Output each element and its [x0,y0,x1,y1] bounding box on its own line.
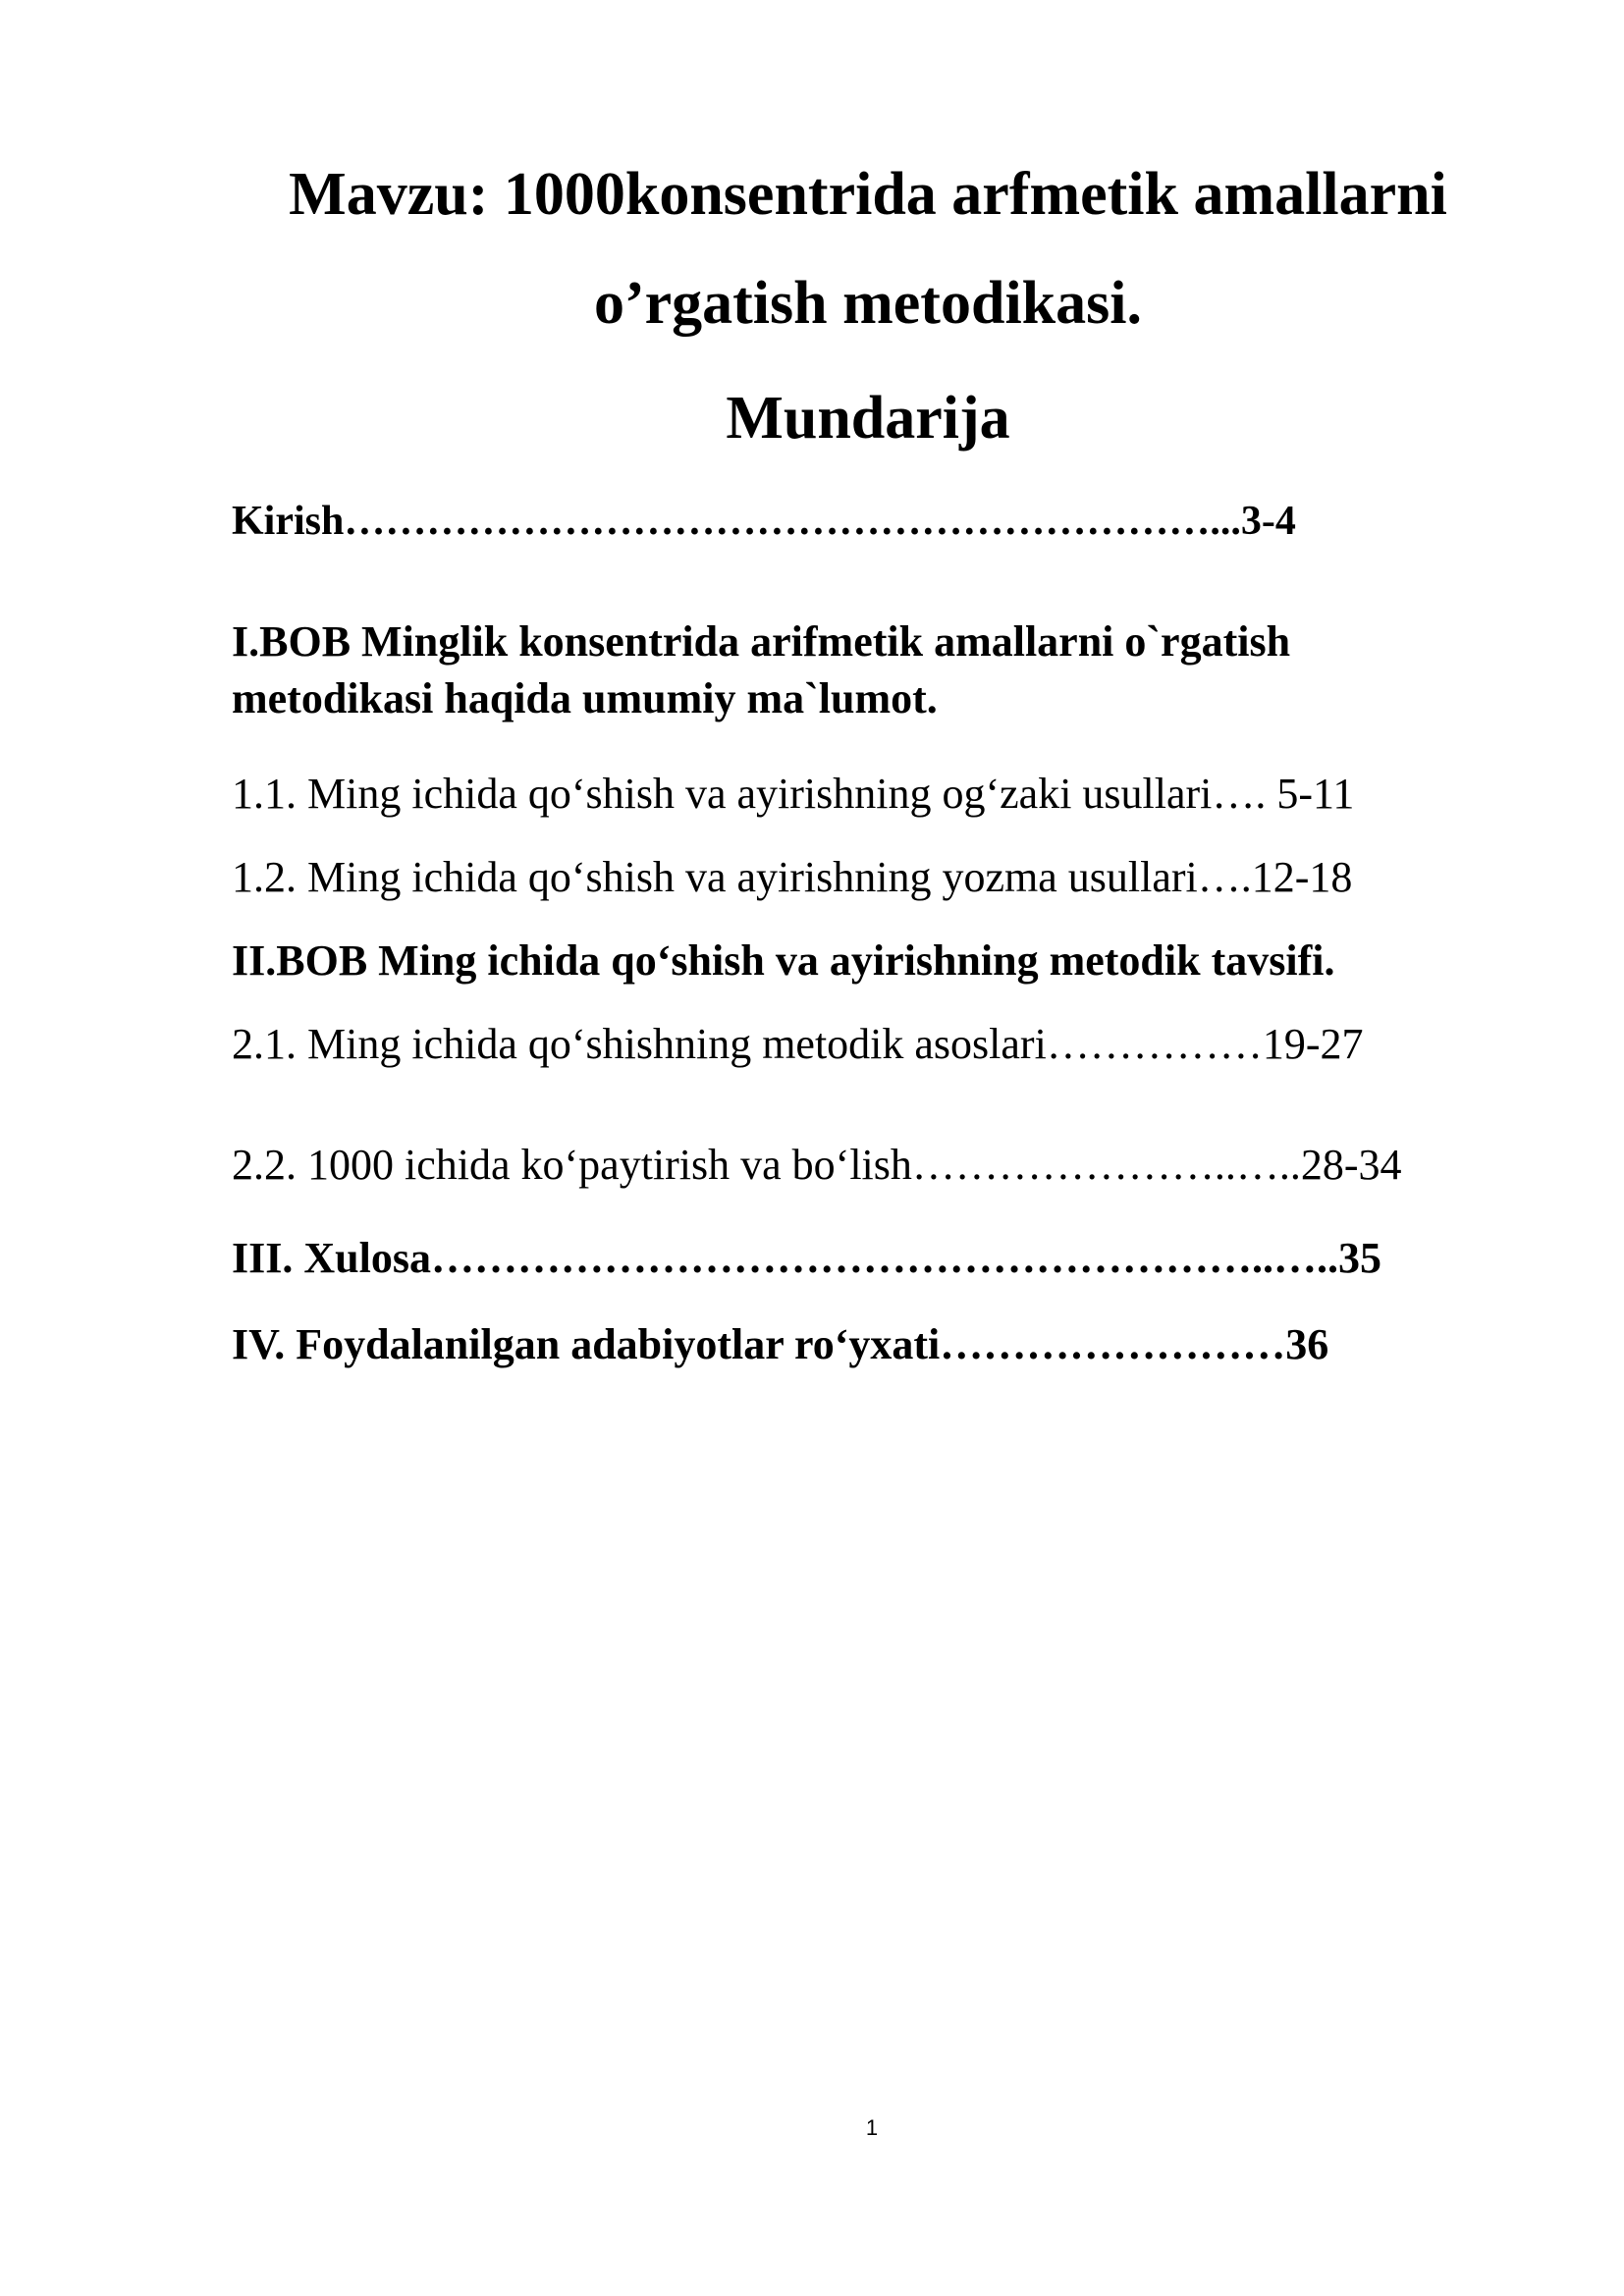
title-line-2: o’rgatish metodikasi. [594,270,1142,337]
toc-entry-2-1: 2.1. Ming ichida qo‘shishning metodik asoslari……………19-27 [232,1020,1364,1068]
title-line-1: Mavzu: 1000konsentrida arfmetik amallarni [289,161,1447,228]
contents-heading: Mundarija [726,385,1010,452]
toc-entry-references: IV. Foydalanilgan adabiyotlar ro‘yxati……………………36 [232,1320,1329,1368]
toc-entry-1-1: 1.1. Ming ichida qo‘shish va ayirishning og‘zaki usullari…. 5-11 [232,770,1355,818]
page-number: 1 [865,2115,879,2140]
toc-entry-2-2: 2.2. 1000 ichida ko‘paytirish va bo‘lish…………………..…..28-34 [232,1141,1402,1189]
toc-entry-xulosa: III. Xulosa…………………………………………………..…..35 [232,1234,1381,1282]
toc-chapter-1-line-1: I.BOB Minglik konsentrida arifmetik amallarni o`rgatish [232,617,1291,666]
toc-chapter-1-line-2: metodikasi haqida umumiy ma`lumot. [232,674,938,722]
toc-entry-kirish: Kirish………………………………………………………...3-4 [232,499,1296,544]
toc-entry-1-2: 1.2. Ming ichida qo‘shish va ayirishning yozma usullari….12-18 [232,853,1353,901]
toc-chapter-2: II.BOB Ming ichida qo‘shish va ayirishning metodik tavsifi. [232,936,1335,985]
